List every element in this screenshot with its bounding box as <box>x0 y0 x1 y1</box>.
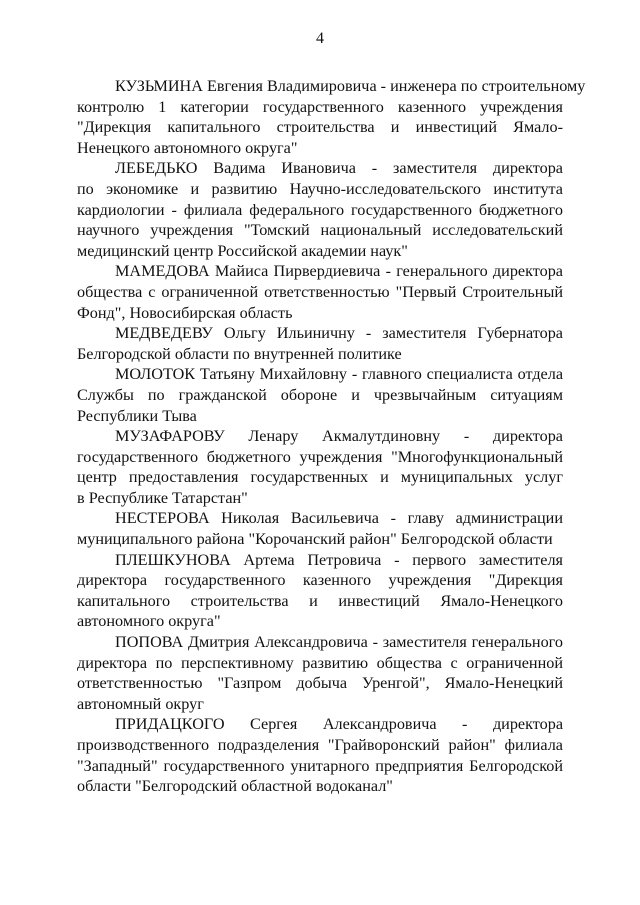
entry-line: капитального строительства и инвестиций Ямало-Ненецкого <box>77 591 563 610</box>
award-entry <box>77 714 563 796</box>
award-entry <box>77 508 563 549</box>
entry-line: государственного бюджетного учреждения "Многофункциональный <box>77 447 563 466</box>
entry-line: муниципального района "Корочанский район" Белгородской области <box>77 530 553 549</box>
entry-line: директора по перспективному развитию общества с ограниченной <box>77 653 563 672</box>
entry-line: МОЛОТОК Татьяну Михайловну - главного специалиста отдела <box>115 365 563 384</box>
award-list <box>77 76 586 797</box>
entry-line: Фонд", Новосибирская область <box>77 303 293 322</box>
entry-line: автономного округа" <box>77 612 221 631</box>
entry-line: "Дирекция капитального строительства и инвестиций Ямало- <box>77 118 563 137</box>
entry-line: общества с ограниченной ответственностью "Первый Строительный <box>77 282 563 301</box>
entry-line: области "Белгородский областной водоканал" <box>77 777 393 796</box>
entry-line: Службы по гражданской обороне и чрезвычайным ситуациям <box>77 385 563 404</box>
entry-line: в Республике Татарстан" <box>77 488 248 507</box>
entry-line: КУЗЬМИНА Евгения Владимировича - инженера по строительному <box>115 77 586 95</box>
entry-line: ПОПОВА Дмитрия Александровича - заместителя генерального <box>115 633 563 652</box>
entry-line: МАМЕДОВА Майиса Пирвердиевича - генерального директора <box>115 262 563 281</box>
entry-line: ЛЕБЕДЬКО Вадима Ивановича - заместителя директора <box>115 159 563 178</box>
entry-line: МЕДВЕДЕВУ Ольгу Ильиничну - заместителя Губернатора <box>115 324 563 343</box>
award-entry <box>77 323 563 364</box>
entry-line: Республики Тыва <box>77 406 197 425</box>
entry-line: директора государственного казенного учреждения "Дирекция <box>77 571 563 590</box>
entry-line: ПРИДАЦКОГО Сергея Александровича - директора <box>115 715 563 734</box>
entry-line: по экономике и развитию Научно-исследовательского института <box>77 179 563 198</box>
entry-line: контролю 1 категории государственного казенного учреждения <box>77 97 563 116</box>
entry-line: кардиологии - филиала федерального государственного бюджетного <box>77 200 563 219</box>
entry-line: ПЛЕШКУНОВА Артема Петровича - первого заместителя <box>115 550 563 569</box>
entry-line: Ненецкого автономного округа" <box>77 138 298 157</box>
entry-line: медицинский центр Российской академии наук" <box>77 241 408 260</box>
entry-line: МУЗАФАРОВУ Ленару Акмалутдиновну - директора <box>115 427 563 446</box>
entry-line: НЕСТЕРОВА Николая Васильевича - главу администрации <box>115 509 563 528</box>
award-entry <box>77 632 563 714</box>
award-entry <box>77 76 586 158</box>
entry-line: автономный округ <box>77 694 204 713</box>
award-entry <box>77 426 563 508</box>
entry-line: производственного подразделения "Грайворонский район" филиала <box>77 736 563 754</box>
entry-line: "Западный" государственного унитарного предприятия Белгородской <box>77 756 563 775</box>
entry-line: научного учреждения "Томский национальный исследовательский <box>77 221 563 240</box>
entry-line: ответственностью "Газпром добыча Уренгой", Ямало-Ненецкий <box>77 674 563 693</box>
page-number: 4 <box>316 30 324 47</box>
award-entry <box>77 364 563 426</box>
entry-line: центр предоставления государственных и муниципальных услуг <box>77 468 563 487</box>
award-entry <box>77 261 563 323</box>
award-entry <box>77 158 563 261</box>
award-entry <box>77 550 563 632</box>
entry-line: Белгородской области по внутренней политике <box>77 344 402 363</box>
